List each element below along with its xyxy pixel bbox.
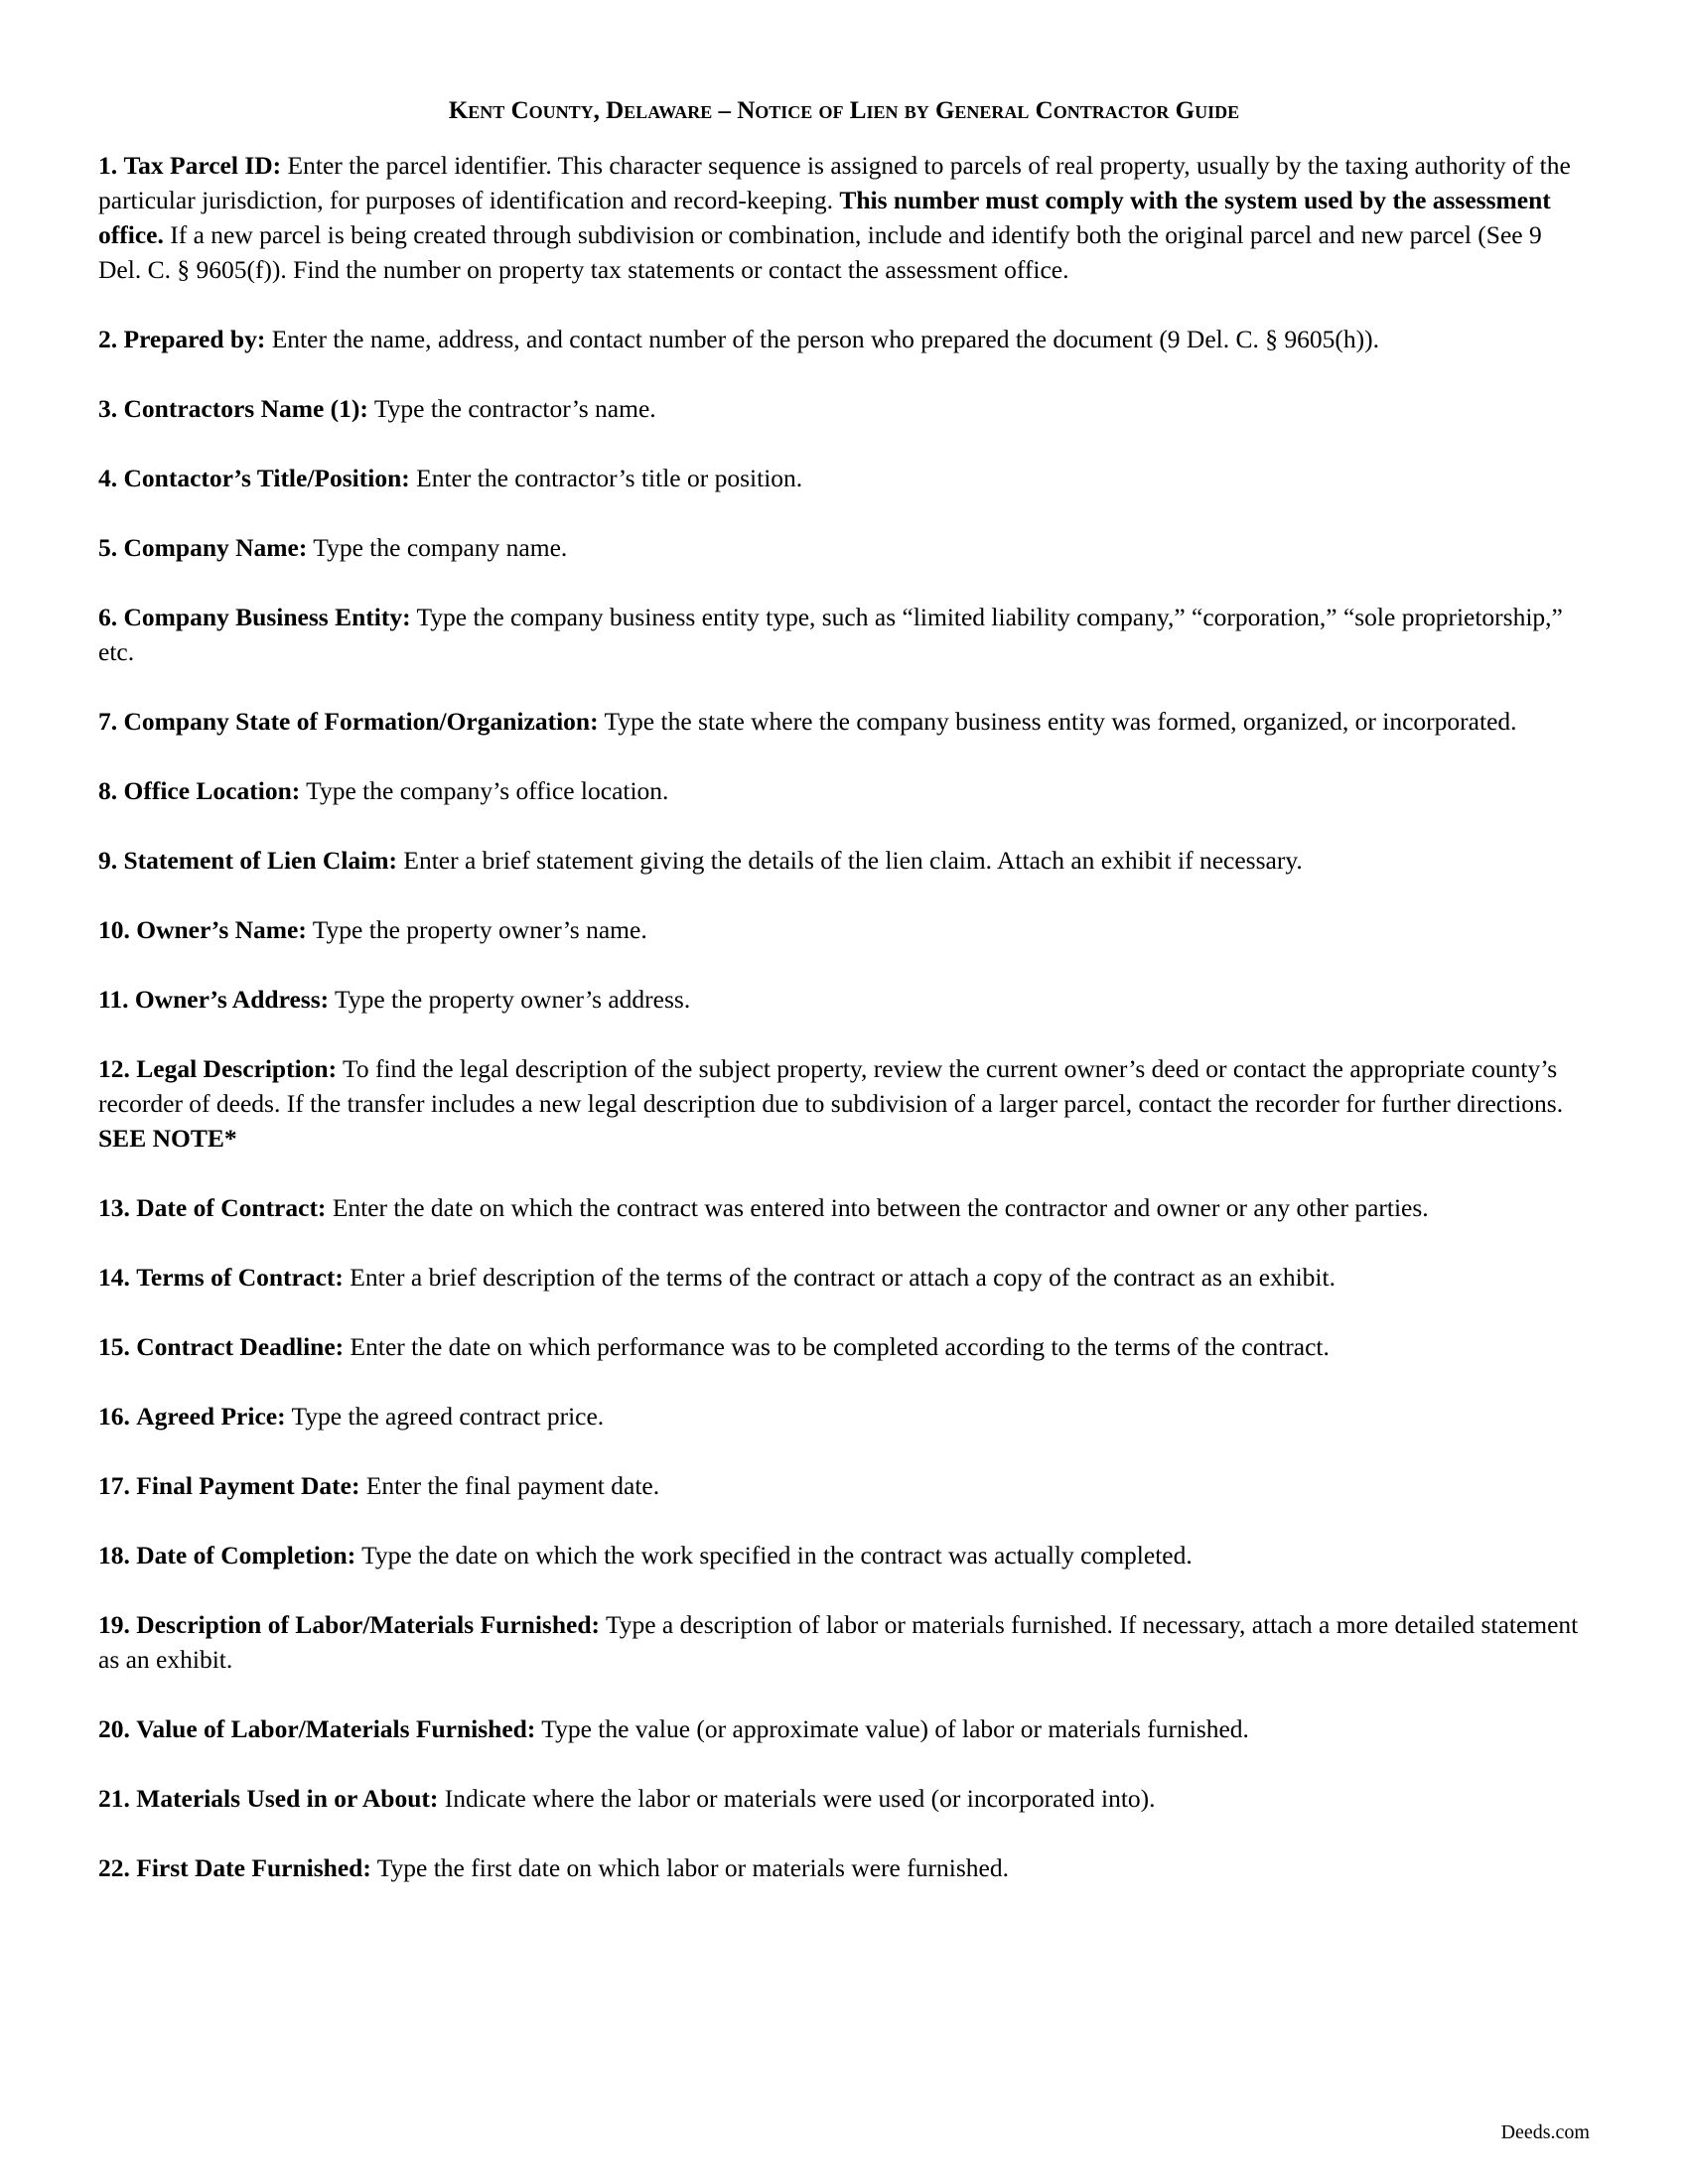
guide-entry: [98, 912, 1590, 947]
entry-label: Contactor’s Title/Position:: [123, 463, 410, 492]
entry-label: Value of Labor/Materials Furnished:: [136, 1713, 536, 1743]
entry-number: 15.: [98, 1331, 130, 1361]
entry-label: Date of Completion:: [136, 1540, 356, 1570]
entry-number: 14.: [98, 1262, 130, 1292]
guide-entry: [98, 982, 1590, 1017]
entry-number: 10.: [98, 914, 130, 944]
entry-emphasis: SEE NOTE*: [98, 1123, 237, 1153]
entry-label: Agreed Price:: [136, 1401, 286, 1431]
entry-label: First Date Furnished:: [136, 1852, 371, 1882]
entry-label: Contract Deadline:: [136, 1331, 345, 1361]
entry-number: 5.: [98, 532, 118, 562]
entry-number: 1.: [98, 150, 118, 180]
entry-number: 17.: [98, 1470, 130, 1500]
entry-text: Type the first date on which labor or materials were furnished.: [376, 1852, 1009, 1882]
guide-entry: [98, 461, 1590, 495]
guide-entry: [98, 1190, 1590, 1225]
entry-text: Type the property owner’s address.: [335, 984, 691, 1014]
document-title: Kent County, Delaware – Notice of Lien by General Contractor Guide: [448, 97, 1240, 124]
entry-number: 4.: [98, 463, 118, 492]
guide-entry: [98, 600, 1590, 669]
entry-text-continued: If a new parcel is being created through subdivision or combination, include and identify both the original parcel and new parcel (See 9 Del. C. § 9605(f)). Find the number on property tax statements or contact the assessment office.: [98, 219, 1542, 284]
guide-entry: [98, 843, 1590, 878]
entry-number: 7.: [98, 706, 118, 736]
entry-label: Prepared by:: [123, 324, 266, 353]
guide-entry: [98, 704, 1590, 739]
entry-emphasis: This number must comply with the system used by the assessment office.: [98, 185, 1551, 249]
entry-label: Legal Description:: [136, 1053, 338, 1083]
entry-text: Enter a brief description of the terms of the contract or attach a copy of the contract as an exhibit.: [350, 1262, 1336, 1292]
guide-entry: [98, 1850, 1590, 1885]
guide-entry: [98, 1399, 1590, 1433]
entry-text: Type the company business entity type, such as “limited liability company,” “corporation,” “sole proprietorship,” etc.: [98, 602, 1563, 666]
entry-text: Type the value (or approximate value) of labor or materials furnished.: [541, 1713, 1249, 1743]
entry-text: Indicate where the labor or materials were used (or incorporated into).: [444, 1783, 1156, 1813]
guide-entry: [98, 1329, 1590, 1364]
document-page: [98, 95, 1590, 1920]
entry-text: Type the property owner’s name.: [312, 914, 647, 944]
entry-label: Company State of Formation/Organization:: [123, 706, 599, 736]
entry-label: Company Business Entity:: [123, 602, 411, 631]
entry-label: Office Location:: [123, 775, 301, 805]
entry-label: Final Payment Date:: [136, 1470, 360, 1500]
guide-entry: [98, 1781, 1590, 1816]
entry-number: 18.: [98, 1540, 130, 1570]
entry-number: 21.: [98, 1783, 130, 1813]
entry-label: Statement of Lien Claim:: [123, 845, 397, 875]
entry-number: 11.: [98, 984, 129, 1014]
entry-number: 13.: [98, 1192, 130, 1222]
guide-entry: [98, 1538, 1590, 1572]
guide-entry: [98, 1711, 1590, 1746]
entry-label: Contractors Name (1):: [123, 393, 368, 423]
entry-label: Description of Labor/Materials Furnished:: [136, 1609, 601, 1639]
entry-label: Tax Parcel ID:: [123, 150, 282, 180]
guide-entries: [98, 148, 1590, 1885]
entry-text: Type the contractor’s name.: [373, 393, 656, 423]
entry-text: Type the agreed contract price.: [291, 1401, 605, 1431]
entry-label: Date of Contract:: [136, 1192, 327, 1222]
entry-text: Enter the contractor’s title or position.: [416, 463, 803, 492]
entry-number: 2.: [98, 324, 118, 353]
guide-entry: [98, 530, 1590, 565]
entry-text: Enter the date on which the contract was entered into between the contractor and owner or any other parties.: [332, 1192, 1429, 1222]
entry-text: Type the company’s office location.: [306, 775, 669, 805]
guide-entry: [98, 1468, 1590, 1503]
entry-label: Company Name:: [123, 532, 308, 562]
entry-number: 22.: [98, 1852, 130, 1882]
entry-text: Type the date on which the work specified in the contract was actually completed.: [361, 1540, 1193, 1570]
entry-text: Type the state where the company business entity was formed, organized, or incorporated.: [604, 706, 1517, 736]
entry-text: Enter the final payment date.: [365, 1470, 660, 1500]
entry-text: To find the legal description of the subject property, review the current owner’s deed or contact the appropriate county’s recorder of deeds. If the transfer includes a new legal description due to subdivision of a larger parcel, contact the recorder for further directions.: [98, 1053, 1564, 1118]
guide-entry: [98, 1260, 1590, 1295]
guide-entry: [98, 1607, 1590, 1677]
entry-label: Terms of Contract:: [136, 1262, 344, 1292]
entry-text: Enter the date on which performance was to be completed according to the terms of the contract.: [350, 1331, 1330, 1361]
entry-number: 8.: [98, 775, 118, 805]
entry-number: 3.: [98, 393, 118, 423]
footer-brand: Deeds.com: [1500, 2121, 1590, 2143]
entry-number: 9.: [98, 845, 118, 875]
entry-text: Enter the name, address, and contact number of the person who prepared the document (9 Del. C. § 9605(h)).: [271, 324, 1379, 353]
entry-text: Enter a brief statement giving the details of the lien claim. Attach an exhibit if necessary.: [403, 845, 1303, 875]
entry-label: Owner’s Name:: [136, 914, 307, 944]
entry-number: 12.: [98, 1053, 130, 1083]
entry-number: 16.: [98, 1401, 130, 1431]
guide-entry: [98, 773, 1590, 808]
entry-label: Materials Used in or About:: [136, 1783, 439, 1813]
guide-entry: [98, 1051, 1590, 1156]
entry-number: 19.: [98, 1609, 130, 1639]
entry-number: 6.: [98, 602, 118, 631]
entry-text: Type a description of labor or materials furnished. If necessary, attach a more detailed statement as an exhibit.: [98, 1609, 1579, 1674]
guide-entry: [98, 391, 1590, 426]
entry-label: Owner’s Address:: [134, 984, 330, 1014]
entry-text: Type the company name.: [313, 532, 568, 562]
entry-text: Enter the parcel identifier. This character sequence is assigned to parcels of real property, usually by the taxing authority of the particular jurisdiction, for purposes of identification and record-keeping.: [98, 150, 1571, 214]
entry-number: 20.: [98, 1713, 130, 1743]
guide-entry: [98, 148, 1590, 287]
guide-entry: [98, 322, 1590, 356]
